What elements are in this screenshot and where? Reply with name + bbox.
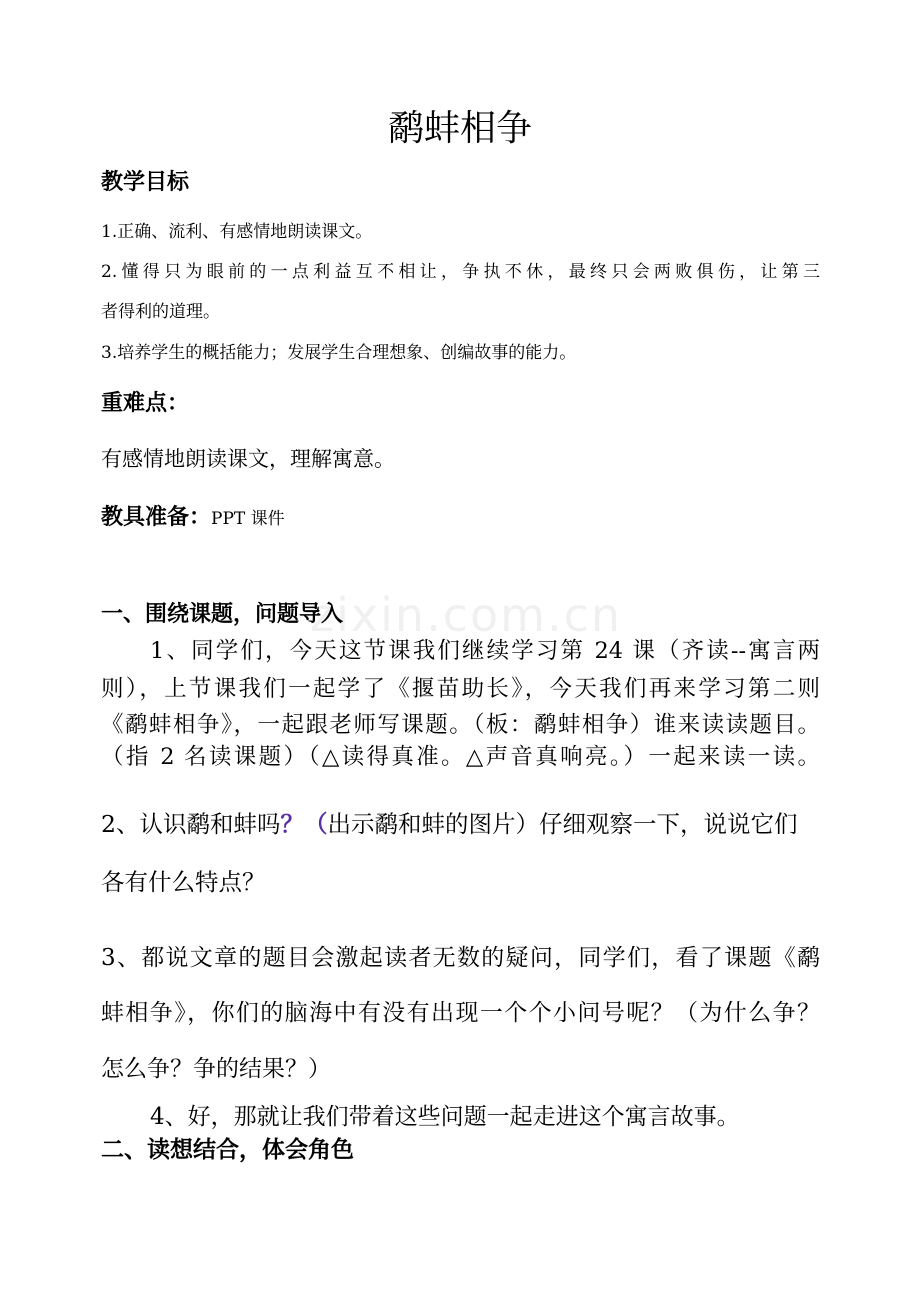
section1-p1-line3: 《鹬蚌相争》，一起跟老师写课题。（板：鹬蚌相争）谁来读读题目。 [101, 712, 820, 738]
objective-item-1: 1.正确、流利、有感情地朗读课文。 [101, 222, 373, 242]
materials-text: PPT 课件 [211, 509, 285, 529]
materials-label: 教具准备： [101, 505, 212, 530]
objective-item-2-cont: 者得利的道理。 [101, 302, 220, 322]
section1-p2-line2: 各有什么特点？ [101, 868, 266, 896]
objective-item-3: 3.培养学生的概括能力；发展学生合理想象、创编故事的能力。 [101, 343, 577, 363]
watermark: zixin.com.cn [310, 588, 623, 642]
p2-text-a: 2、认识鹬和蚌吗 [101, 810, 281, 838]
objectives-heading: 教学目标 [101, 170, 190, 195]
section2-heading: 二、读想结合，体会角色 [101, 1137, 354, 1163]
section1-p3-line2: 蚌相争》，你们的脑海中有没有出现一个个小问号呢？（为什么争？ [101, 1000, 820, 1026]
section1-p1-line4: （指 2 名读课题）（△读得真准。△声音真响亮。）一起来读一读。 [101, 744, 820, 770]
section1-p3-line1: 3、都说文章的题目会激起读者无数的疑问，同学们，看了课题《鹬 [101, 945, 820, 971]
section1-p1-line2: 则），上节课我们一起学了《揠苗助长》，今天我们再来学习第二则 [101, 676, 820, 702]
section1-p1-line1: 1、同学们，今天这节课我们继续学习第 24 课（齐读--寓言两 [150, 638, 820, 664]
section1-heading: 一、围绕课题，问题导入 [101, 602, 344, 627]
key-points-text: 有感情地朗读课文，理解寓意。 [101, 447, 395, 471]
materials-line [101, 500, 285, 531]
section1-p4: 4、好，那就让我们带着这些问题一起走进这个寓言故事。 [150, 1104, 740, 1130]
section1-p3-line3: 怎么争？争的结果？） [101, 1056, 331, 1082]
page-title: 鹬蚌相争 [387, 108, 532, 149]
question-mark: ？（ [280, 810, 328, 838]
section1-p2-line1 [101, 808, 797, 840]
objective-item-2: 2.懂得只为眼前的一点利益互不相让，争执不休，最终只会两败俱伤，让第三 [101, 262, 820, 282]
p2-text-b: 出示鹬和蚌的图片）仔细观察一下，说说它们 [327, 810, 798, 838]
key-points-heading: 重难点： [101, 391, 190, 416]
